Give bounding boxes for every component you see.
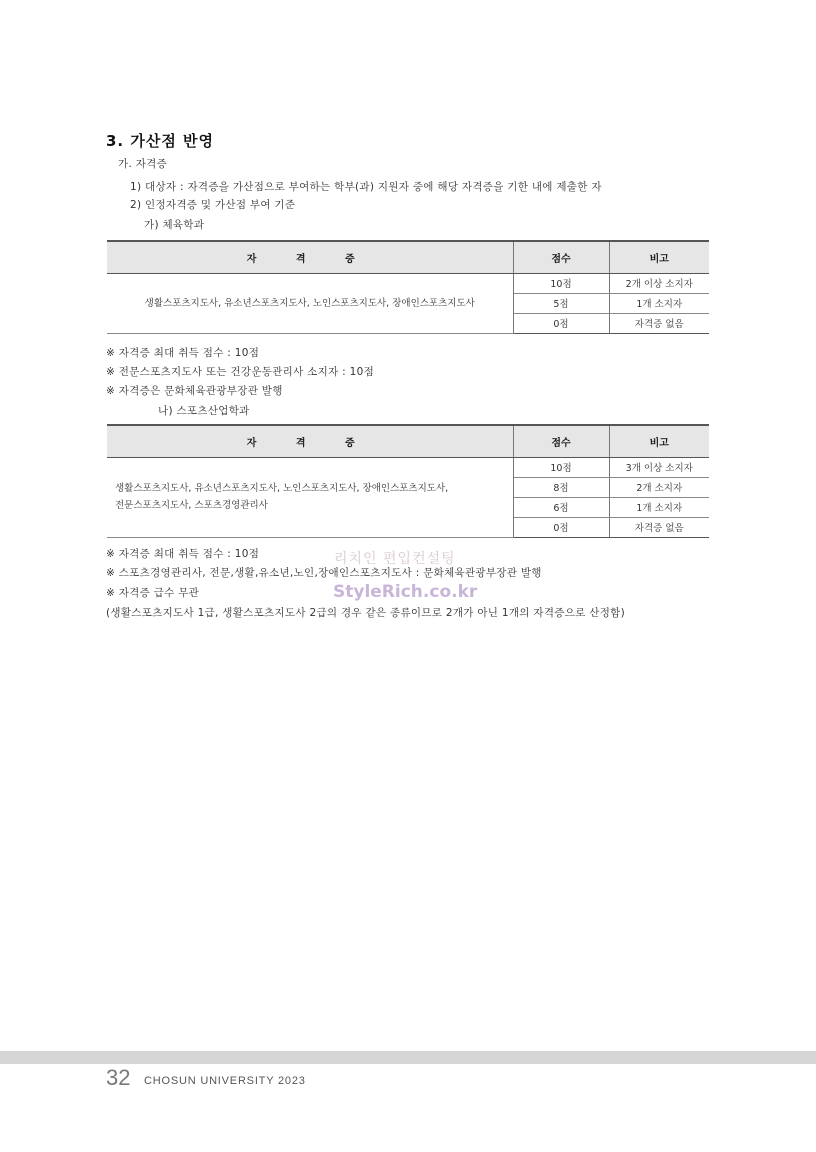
score-cell: 10점 <box>513 457 609 477</box>
footer-university: CHOSUN UNIVERSITY 2023 <box>144 1075 306 1087</box>
table-header-row <box>107 425 709 457</box>
watermark-url: StyleRich.co.kr <box>333 582 478 602</box>
cert-list <box>107 457 513 537</box>
cert-list: 생활스포츠지도사, 유소년스포츠지도사, 노인스포츠지도사, 장애인스포츠지도사 <box>107 273 513 333</box>
note-cell: 2개 이상 소지자 <box>609 273 709 293</box>
cert-list-line2: 전문스포츠지도사, 스포츠경영관리사 <box>115 500 268 511</box>
note-line: ※ 자격증 최대 취득 점수 : 10점 <box>106 347 260 359</box>
header-note: 비고 <box>609 425 709 457</box>
note-cell: 자격증 없음 <box>609 313 709 333</box>
subsection-label: 가. 자격증 <box>118 158 168 170</box>
table-row <box>107 273 709 293</box>
criteria-description: 2) 인정자격증 및 가산점 부여 기준 <box>130 199 296 211</box>
section-title: 3. 가산점 반영 <box>106 132 215 150</box>
note-line: ※ 자격증 급수 무관 <box>106 587 200 599</box>
score-cell: 0점 <box>513 313 609 333</box>
note-line: ※ 자격증 최대 취득 점수 : 10점 <box>106 548 260 560</box>
header-cert: 자 격 증 <box>107 425 513 457</box>
target-description: 1) 대상자 : 자격증을 가산점으로 부여하는 학부(과) 지원자 중에 해당 자격증을 기한 내에 제출한 자 <box>130 181 602 193</box>
note-line: ※ 전문스포츠지도사 또는 건강운동관리사 소지자 : 10점 <box>106 366 375 378</box>
qualification-table-pe <box>107 240 709 334</box>
note-line: (생활스포츠지도사 1급, 생활스포츠지도사 2급의 경우 같은 종류이므로 2개가 아닌 1개의 자격증으로 산정함) <box>106 607 625 619</box>
header-note: 비고 <box>609 241 709 273</box>
footer-bar <box>0 1051 816 1064</box>
dept-label-pe: 가) 체육학과 <box>144 219 205 231</box>
score-cell: 5점 <box>513 293 609 313</box>
note-cell: 3개 이상 소지자 <box>609 457 709 477</box>
score-cell: 8점 <box>513 477 609 497</box>
score-cell: 6점 <box>513 497 609 517</box>
cert-list-line1: 생활스포츠지도사, 유소년스포츠지도사, 노인스포츠지도사, 장애인스포츠지도사, <box>115 483 449 494</box>
table-row <box>107 457 709 477</box>
page-number: 32 <box>106 1065 131 1090</box>
qualification-table-sports-industry <box>107 424 709 538</box>
note-cell: 2개 소지자 <box>609 477 709 497</box>
note-cell: 1개 소지자 <box>609 293 709 313</box>
note-cell: 1개 소지자 <box>609 497 709 517</box>
score-cell: 0점 <box>513 517 609 537</box>
score-cell: 10점 <box>513 273 609 293</box>
header-score: 점수 <box>513 241 609 273</box>
header-cert: 자 격 증 <box>107 241 513 273</box>
note-line: ※ 스포츠경영관리사, 전문,생활,유소년,노인,장애인스포츠지도사 : 문화체육관광부장관 발행 <box>106 567 542 579</box>
note-cell: 자격증 없음 <box>609 517 709 537</box>
table-header-row <box>107 241 709 273</box>
note-line: ※ 자격증은 문화체육관광부장관 발행 <box>106 385 283 397</box>
watermark-text: 리치인 편입컨설팅 <box>334 551 456 567</box>
header-score: 점수 <box>513 425 609 457</box>
dept-label-sports-industry: 나) 스포츠산업학과 <box>158 405 250 417</box>
